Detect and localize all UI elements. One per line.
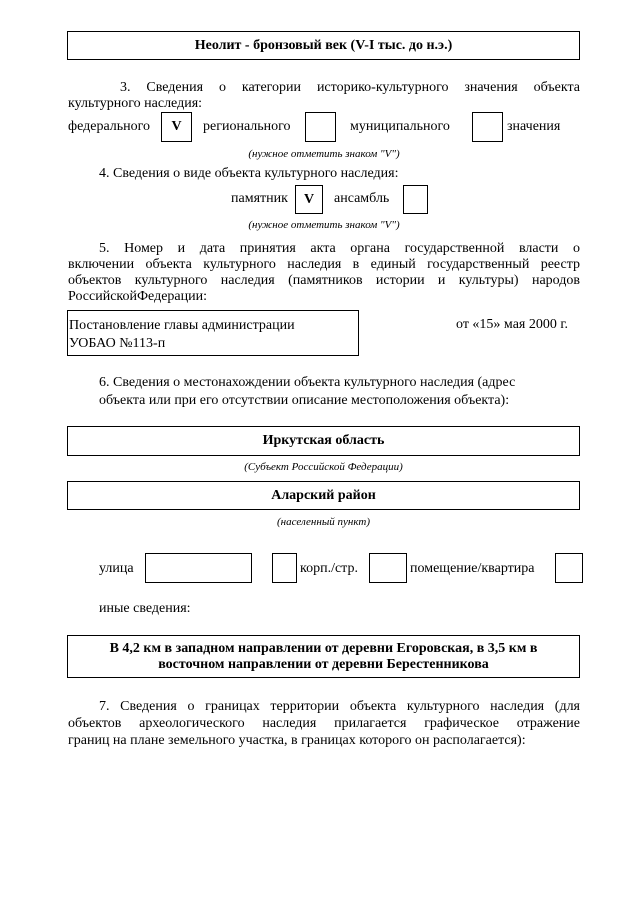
house-input[interactable] — [272, 553, 297, 583]
section5-line4: РоссийскойФедерации: — [68, 289, 208, 304]
region-box — [67, 426, 580, 456]
building-input[interactable] — [369, 553, 407, 583]
street-label: улица — [99, 561, 134, 576]
federal-label: федерального — [68, 119, 151, 134]
locality-box — [67, 481, 580, 510]
ensemble-checkbox[interactable] — [403, 185, 428, 214]
section7-line2: объектов археологического наследия прилагается графическое отражение — [68, 716, 580, 731]
section7-line1: 7. Сведения о границах территории объекта культурного наследия (для — [99, 699, 580, 714]
locality-caption: (населенный пункт) — [277, 516, 370, 528]
section6-line1: 6. Сведения о местонахождении объекта культурного наследия (адрес — [99, 375, 516, 390]
act-line1: Постановление главы администрации — [69, 318, 295, 333]
period-box — [67, 31, 580, 60]
section4-title: 4. Сведения о виде объекта культурного наследия: — [99, 166, 399, 181]
section6-line2: объекта или при его отсутствии описание местоположения объекта): — [99, 393, 510, 408]
federal-checkbox[interactable]: V — [161, 112, 192, 142]
section4-hint: (нужное отметить знаком "V") — [248, 219, 400, 231]
section7-line3: границ на плане земельного участка, в границах которого он располагается): — [68, 733, 526, 748]
regional-checkbox[interactable] — [305, 112, 336, 142]
region-text: Иркутская область — [262, 433, 385, 448]
apartment-input[interactable] — [555, 553, 583, 583]
other-label: иные сведения: — [99, 601, 191, 616]
monument-label: памятник — [231, 191, 288, 206]
section5-line1: 5. Номер и дата принятия акта органа государственной власти о — [99, 241, 580, 256]
regional-label: регионального — [203, 119, 291, 134]
section5-line3: объектов культурного наследия (памятников истории и культуры) народов — [68, 273, 580, 288]
region-caption: (Субъект Российской Федерации) — [244, 461, 403, 473]
ensemble-label: ансамбль — [334, 191, 390, 206]
municipal-checkbox[interactable] — [472, 112, 503, 142]
significance-label: значения — [507, 119, 561, 134]
monument-checkbox[interactable]: V — [295, 185, 323, 214]
other-line1: В 4,2 км в западном направлении от деревни Егоровская, в 3,5 км в — [109, 641, 538, 656]
section3-line1: 3. Сведения о категории историко-культурного значения объекта — [120, 80, 580, 95]
section5-line2: включении объекта культурного наследия в единый государственный реестр — [68, 257, 580, 272]
act-date: от «15» мая 2000 г. — [456, 317, 569, 332]
street-input[interactable] — [145, 553, 252, 583]
period-text: Неолит - бронзовый век (V-I тыс. до н.э.) — [194, 38, 453, 53]
locality-text: Аларский район — [271, 488, 376, 503]
other-line2: восточном направлении от деревни Берестенникова — [158, 657, 489, 672]
section3-line2: культурного наследия: — [68, 96, 203, 111]
municipal-label: муниципального — [350, 119, 450, 134]
act-box — [67, 310, 359, 356]
building-label: корп./стр. — [300, 561, 358, 576]
apartment-label: помещение/квартира — [410, 561, 535, 576]
other-box — [67, 635, 580, 678]
act-line2: УОБАО №113-п — [69, 336, 166, 351]
section3-hint: (нужное отметить знаком "V") — [248, 148, 400, 160]
